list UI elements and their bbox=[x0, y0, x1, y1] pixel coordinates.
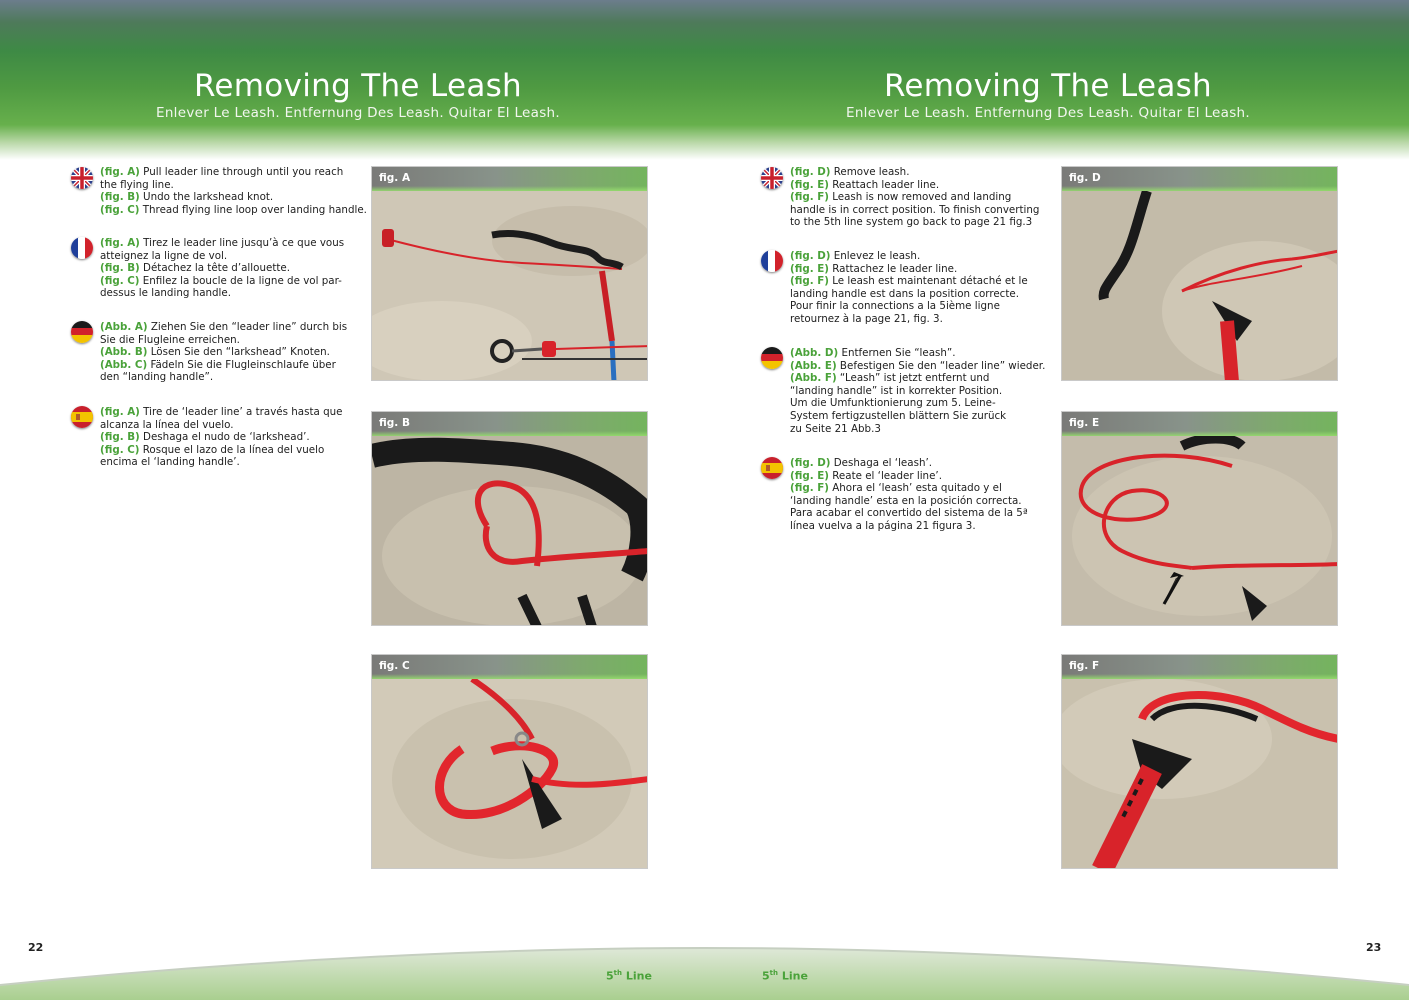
instruction-line: (Abb. C) Fädeln Sie die Flugleinschlaufe über bbox=[100, 358, 336, 371]
page-subtitle-left: Enlever Le Leash. Entfernung Des Leash. Quitar El Leash. bbox=[156, 105, 560, 121]
instructions-german-left bbox=[100, 321, 360, 384]
footer-label-right: 5th Line bbox=[762, 969, 808, 983]
instruction-line: retournez à la page 21, fig. 3. bbox=[790, 312, 943, 325]
instructions-english-right bbox=[790, 166, 1050, 229]
page-number-right: 23 bbox=[1366, 941, 1382, 954]
instruction-line: (fig. F) Leash is now removed and landing bbox=[790, 191, 1012, 204]
instruction-line: dessus le landing handle. bbox=[100, 287, 232, 300]
germany-flag-icon bbox=[761, 347, 783, 369]
page-title-left: Removing The Leash bbox=[193, 68, 523, 104]
instructions-french-left bbox=[100, 237, 360, 300]
figure-a bbox=[371, 166, 648, 381]
instruction-line: handle is in correct position. To finish converting bbox=[790, 203, 1040, 216]
instruction-line: (fig. E) Reate el ‘leader line’. bbox=[790, 469, 942, 482]
instructions-spanish-right bbox=[790, 457, 1050, 533]
instructions-german-right bbox=[790, 347, 1050, 435]
instruction-line: encima el ‘landing handle’. bbox=[100, 456, 240, 469]
photo-remove-leash bbox=[1062, 191, 1338, 381]
instruction-line: (Abb. D) Entfernen Sie “leash”. bbox=[790, 347, 956, 359]
figure-b bbox=[371, 411, 648, 626]
instruction-line: (fig. E) Rattachez le leader line. bbox=[790, 262, 958, 275]
instruction-line: (fig. F) Ahora el ‘leash’ esta quitado y el bbox=[790, 482, 1002, 495]
instruction-line: (fig. A) Tirez le leader line jusqu’à ce que vous bbox=[100, 237, 345, 249]
figure-e bbox=[1061, 411, 1338, 626]
instruction-line: Pour finir la connections a la 5ième ligne bbox=[790, 300, 1000, 313]
instructions-english-left bbox=[100, 166, 367, 216]
footer-label-left: 5th Line bbox=[606, 969, 652, 983]
instruction-line: (fig. B) Deshaga el nudo de ‘larkshead’. bbox=[100, 431, 310, 444]
instruction-line: the flying line. bbox=[100, 178, 174, 191]
instruction-line: Um die Umfunktionierung zum 5. Leine- bbox=[790, 397, 996, 410]
instruction-line: (fig. C) Thread flying line loop over landing handle. bbox=[100, 203, 367, 216]
instruction-line: (fig. D) Deshaga el ‘leash’. bbox=[790, 457, 933, 469]
instruction-line: to the 5th line system go back to page 21 fig.3 bbox=[790, 216, 1033, 229]
instruction-line: landing handle est dans la position correcte. bbox=[790, 287, 1019, 300]
instruction-line: (fig. D) Enlevez le leash. bbox=[790, 250, 921, 262]
instruction-line: (fig. E) Reattach leader line. bbox=[790, 178, 940, 191]
figure-caption: fig. D bbox=[1069, 172, 1101, 184]
instructions-spanish-left bbox=[100, 406, 360, 469]
page-title-right: Removing The Leash bbox=[883, 68, 1213, 104]
instruction-line: System fertigzustellen blättern Sie zurück bbox=[790, 409, 1007, 422]
figure-caption: fig. A bbox=[379, 172, 411, 184]
germany-flag-icon bbox=[71, 321, 93, 343]
photo-reattach-leader-line bbox=[1062, 436, 1338, 626]
photo-leader-line-pull bbox=[372, 191, 648, 381]
uk-flag-icon bbox=[71, 167, 93, 189]
instruction-line: (fig. A) Pull leader line through until you reach bbox=[100, 166, 344, 178]
france-flag-icon bbox=[761, 250, 783, 272]
instructions-french-right bbox=[790, 250, 1050, 326]
instruction-line: (fig. A) Tire de ‘leader line’ a través hasta que bbox=[100, 406, 343, 418]
spain-flag-icon bbox=[71, 406, 93, 428]
figure-caption: fig. F bbox=[1069, 660, 1100, 672]
instruction-line: (Abb. A) Ziehen Sie den “leader line” durch bis bbox=[100, 321, 348, 333]
photo-flying-line-loop bbox=[372, 679, 648, 869]
instruction-line: (Abb. E) Befestigen Sie den “leader line” wieder. bbox=[790, 359, 1046, 372]
spain-flag-icon bbox=[761, 457, 783, 479]
instruction-line: atteignez la ligne de vol. bbox=[100, 249, 228, 262]
instruction-line: (fig. F) Le leash est maintenant détaché et le bbox=[790, 275, 1028, 288]
figure-d bbox=[1061, 166, 1338, 381]
instruction-line: ‘landing handle’ esta en la posición correcta. bbox=[790, 494, 1022, 507]
figure-caption: fig. E bbox=[1069, 417, 1100, 429]
instruction-line: (fig. D) Remove leash. bbox=[790, 166, 910, 178]
photo-leash-removed bbox=[1062, 679, 1338, 869]
figure-caption: fig. B bbox=[379, 417, 410, 429]
figure-caption: fig. C bbox=[379, 660, 410, 672]
instruction-line: (fig. B) Undo the larkshead knot. bbox=[100, 191, 274, 204]
instruction-line: (Abb. F) “Leash” ist jetzt entfernt und bbox=[790, 372, 990, 385]
instruction-line: (Abb. B) Lösen Sie den “larkshead” Knoten. bbox=[100, 346, 330, 359]
page-subtitle-right: Enlever Le Leash. Entfernung Des Leash. Quitar El Leash. bbox=[846, 105, 1250, 121]
figure-c bbox=[371, 654, 648, 869]
instruction-line: zu Seite 21 Abb.3 bbox=[790, 422, 881, 435]
instruction-line: den “landing handle”. bbox=[100, 371, 214, 384]
instruction-line: Sie die Flugleine erreichen. bbox=[100, 333, 240, 346]
figure-f bbox=[1061, 654, 1338, 869]
instruction-line: línea vuelva a la página 21 figura 3. bbox=[790, 519, 976, 532]
instruction-line: (fig. B) Détachez la tête d’allouette. bbox=[100, 262, 290, 275]
footer-band bbox=[0, 940, 1409, 1000]
instruction-line: Para acabar el convertido del sistema de la 5ª bbox=[790, 507, 1028, 520]
instruction-line: (fig. C) Enfilez la boucle de la ligne de vol par- bbox=[100, 274, 342, 287]
instruction-line: “landing handle” ist in korrekter Position. bbox=[790, 384, 1003, 397]
page-number-left: 22 bbox=[28, 941, 44, 954]
uk-flag-icon bbox=[761, 167, 783, 189]
instruction-line: alcanza la línea del vuelo. bbox=[100, 418, 234, 431]
photo-larkshead-knot bbox=[372, 436, 648, 626]
france-flag-icon bbox=[71, 237, 93, 259]
instruction-line: (fig. C) Rosque el lazo de la línea del vuelo bbox=[100, 443, 325, 456]
